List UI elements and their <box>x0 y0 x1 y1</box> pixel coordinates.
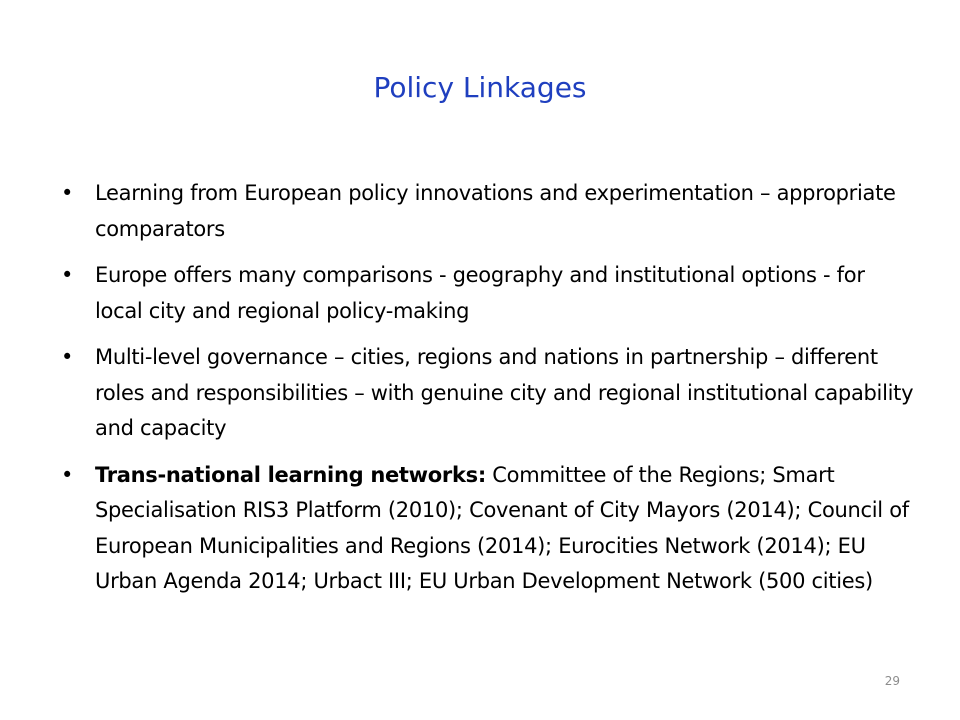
bullet-list <box>48 176 918 611</box>
page-number: 29 <box>884 674 900 688</box>
bullet-item <box>48 176 918 247</box>
bullet-item <box>48 458 918 600</box>
bullet-dot-icon: • <box>61 462 74 487</box>
bullet-dot-icon: • <box>61 263 74 287</box>
bullet-lead: Trans-national learning networks: <box>95 462 486 487</box>
bullet-text: Europe offers many comparisons - geography and institutional options - for local city and regional policy-making <box>95 263 865 323</box>
slide-title: Policy Linkages <box>373 71 587 104</box>
bullet-item <box>48 340 918 447</box>
bullet-text: Multi-level governance – cities, regions and nations in partnership – different roles and responsibilities – with genuine city and regional institutional capability and capacity <box>95 345 914 440</box>
bullet-dot-icon: • <box>61 181 74 205</box>
bullet-text: Committee of the Regions; Smart Specialisation RIS3 Platform (2010); Covenant of City Mayors (2014); Council of European Municipalities and Regions (2014); Eurocities Network (2014); EU Urban Agenda 2014; Urbact III; EU Urban Development Network (500 cities) <box>95 462 909 593</box>
bullet-text: Learning from European policy innovations and experimentation – appropriate comparators <box>95 181 896 241</box>
bullet-item <box>48 258 918 329</box>
bullet-dot-icon: • <box>61 345 74 369</box>
